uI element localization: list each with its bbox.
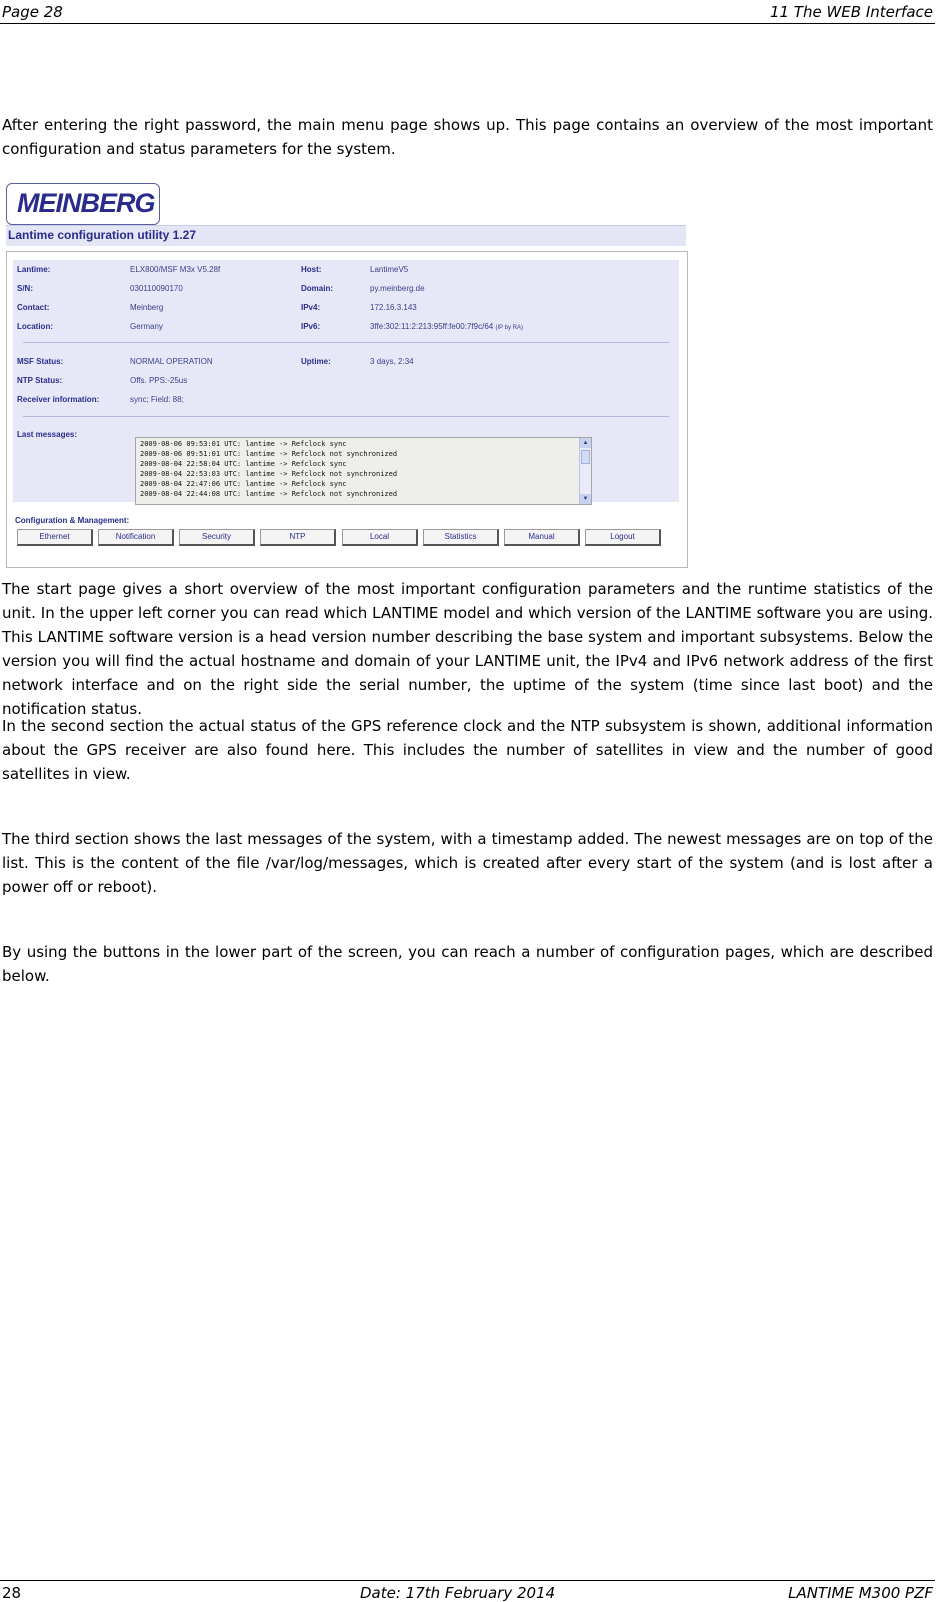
scroll-up-arrow-icon[interactable]: ▲ xyxy=(580,438,591,448)
ipv4-value: 172.16.3.143 xyxy=(370,303,417,312)
body-paragraph: By using the buttons in the lower part of the screen, you can reach a number of configuration pages, which are described below. xyxy=(2,943,933,985)
host-label: Host: xyxy=(301,265,322,274)
messages-scrollbar[interactable] xyxy=(579,438,591,504)
receiver-label: Receiver information: xyxy=(17,395,100,404)
notification-button[interactable]: Notification xyxy=(98,529,174,546)
intro-paragraph: After entering the right password, the main menu page shows up. This page contains an overview of the most important configuration and status parameters for the system. xyxy=(2,116,933,158)
location-label: Location: xyxy=(17,322,53,331)
uptime-label: Uptime: xyxy=(301,357,331,366)
contact-label: Contact: xyxy=(17,303,50,312)
footer-date: Date: 17th February 2014 xyxy=(360,1584,556,1602)
ipv6-note: (IP by RA) xyxy=(495,325,524,331)
manual-button[interactable]: Manual xyxy=(504,529,580,546)
ethernet-button[interactable]: Ethernet xyxy=(17,529,93,546)
status-panel xyxy=(13,260,679,502)
ipv6-label: IPv6: xyxy=(301,322,321,331)
lantime-value: ELX800/MSF M3x V5.28f xyxy=(130,265,221,274)
security-button[interactable]: Security xyxy=(179,529,255,546)
message-line: 2009-08-04 22:44:08 UTC: lantime -> Refclock not synchronized xyxy=(140,490,398,498)
scroll-thumb[interactable] xyxy=(581,450,590,464)
domain-label: Domain: xyxy=(301,284,333,293)
last-messages-label: Last messages: xyxy=(17,430,78,439)
page-number: 28 xyxy=(2,1584,22,1602)
msf-status-value: NORMAL OPERATION xyxy=(130,357,213,366)
message-line: 2009-08-04 22:53:03 UTC: lantime -> Refclock not synchronized xyxy=(140,470,398,478)
body-paragraph: In the second section the actual status of the GPS reference clock and the NTP subsystem is shown, additional information about the GPS receiver are also found here. This includes the number of satellites in view and the number of good satellites in view. xyxy=(2,717,933,783)
ntp-status-value: Offs. PPS:-25us xyxy=(130,376,188,385)
contact-value: Meinberg xyxy=(130,303,164,312)
ntp-status-label: NTP Status: xyxy=(17,376,63,385)
message-line: 2009-08-06 09:53:01 UTC: lantime -> Refclock sync xyxy=(140,440,347,448)
lantime-label: Lantime: xyxy=(17,265,51,274)
ipv6-value: 3ffe:302:11:2:213:95ff:fe00:7f9c/64 (IP by RA) xyxy=(370,322,524,331)
domain-value: py.meinberg.de xyxy=(370,284,425,293)
host-value: LantimeV5 xyxy=(370,265,409,274)
footer-product: LANTIME M300 PZF xyxy=(788,1584,933,1602)
uptime-value: 3 days, 2:34 xyxy=(370,357,414,366)
utility-title: Lantime configuration utility 1.27 xyxy=(8,228,197,242)
logout-button[interactable]: Logout xyxy=(585,529,661,546)
message-line: 2009-08-06 09:51:01 UTC: lantime -> Refclock not synchronized xyxy=(140,450,398,458)
ntp-button[interactable]: NTP xyxy=(260,529,336,546)
sn-value: 030110090170 xyxy=(130,284,183,293)
page-header-right: 11 The WEB Interface xyxy=(769,3,933,21)
local-button[interactable]: Local xyxy=(342,529,418,546)
message-line: 2009-08-04 22:58:04 UTC: lantime -> Refclock sync xyxy=(140,460,347,468)
sn-label: S/N: xyxy=(17,284,33,293)
last-messages-list[interactable] xyxy=(135,437,592,505)
location-value: Germany xyxy=(130,322,163,331)
status-frame xyxy=(6,251,688,568)
section-divider xyxy=(23,416,669,417)
footer-divider xyxy=(0,1580,935,1581)
config-management-label: Configuration & Management: xyxy=(15,516,130,525)
receiver-value: sync; Field: 88; xyxy=(130,395,184,404)
header-divider xyxy=(0,23,935,24)
utility-title-bar xyxy=(6,225,686,246)
page-header-left: Page 28 xyxy=(2,3,63,21)
section-divider xyxy=(23,342,669,343)
web-interface-screenshot xyxy=(2,181,688,568)
body-paragraph: The start page gives a short overview of the most important configuration parameters and the runtime statistics of the unit. In the upper left corner you can read which LANTIME model and which version of the LANTIME software you are using. This LANTIME software version is a head version number describing the base system and important subsystems. Below the version you will find the actual hostname and domain of your LANTIME unit, the IPv4 and IPv6 network address of the first network interface and on the right side the serial number, the uptime of the system (time since last boot) and the notification status. xyxy=(2,580,933,718)
scroll-down-arrow-icon[interactable]: ▼ xyxy=(580,494,591,504)
msf-status-label: MSF Status: xyxy=(17,357,64,366)
ipv4-label: IPv4: xyxy=(301,303,321,312)
meinberg-logo: MEINBERG xyxy=(6,183,160,225)
body-paragraph: The third section shows the last messages of the system, with a timestamp added. The newest messages are on top of the list. This is the content of the file /var/log/messages, which is created after every start of the system (and is lost after a power off or reboot). xyxy=(2,830,933,896)
message-line: 2009-08-04 22:47:06 UTC: lantime -> Refclock sync xyxy=(140,480,347,488)
statistics-button[interactable]: Statistics xyxy=(423,529,499,546)
